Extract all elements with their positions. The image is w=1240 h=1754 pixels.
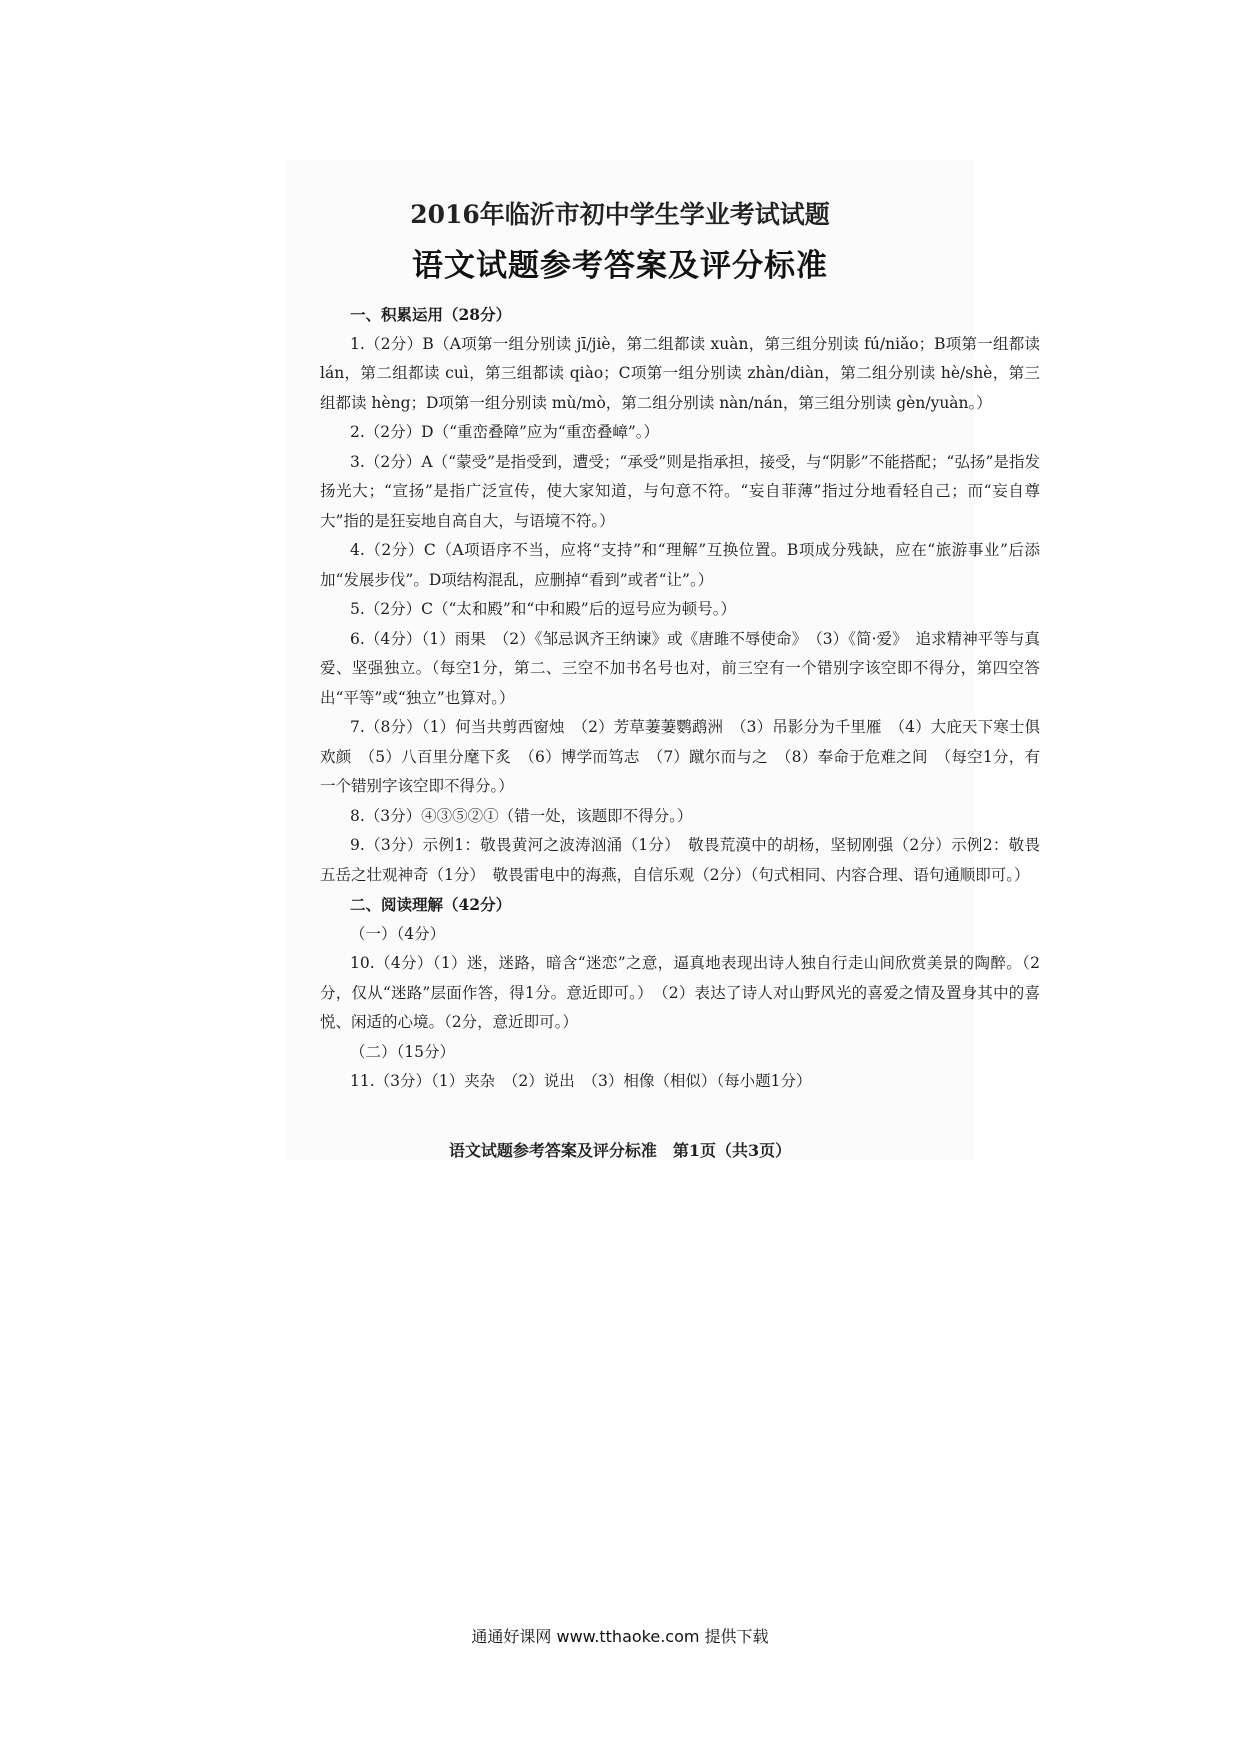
answer-item: 6.（4分）（1）雨果 （2）《邹忌讽齐王纳谏》或《唐雎不辱使命》 （3）《简·爱》 追求精神平等与真爱、坚强独立。（每空1分，第二、三空不加书名号也对，前三空有一个错别字该空即不得分，第四空答出“平等”或“独立”也算对。）: [320, 629, 1040, 707]
answer-item: 2.（2分）D（“重峦叠障”应为“重峦叠嶂”。）: [350, 423, 660, 441]
subsection-heading: （一）（4分）: [350, 924, 446, 943]
subsection-heading: （二）（15分）: [350, 1042, 455, 1061]
answer-item: 8.（3分）④③⑤②①（错一处，该题即不得分。）: [350, 806, 693, 825]
answer-item: 7.（8分）（1）何当共剪西窗烛 （2）芳草萋萋鹦鹉洲 （3）吊影分为千里雁 （4）大庇天下寒士俱欢颜 （5）八百里分麾下炙 （6）博学而笃志 （7）蹴尔而与之 （8）奉命于危难之间 （每空1分，有一个错别字该空即不得分。）: [320, 718, 1040, 795]
section-heading: 一、积累运用（28分）: [350, 305, 512, 324]
answer-item: 3.（2分）A（“蒙受”是指受到，遭受；“承受”则是指承担，接受，与“阴影”不能搭配；“弘扬”是指发扬光大；“宣扬”是指广泛宣传，使大家知道，与句意不符。“妄自菲薄”指过分地看轻自己；而“妄自尊大”指的是狂妄地自高自大，与语境不符。）: [320, 452, 1040, 530]
answer-item: 4.（2分）C（A项语序不当，应将“支持”和“理解”互换位置。B项成分残缺，应在“旅游事业”后添加“发展步伐”。D项结构混乱，应删掉“看到”或者“让”。）: [320, 541, 1040, 589]
answer-item: 5.（2分）C（“太和殿”和“中和殿”后的逗号应为顿号。）: [350, 600, 736, 618]
answer-item: 10.（4分）（1）迷，迷路，暗含“迷恋”之意，逼真地表现出诗人独自行走山间欣赏美景的陶醉。（2分，仅从“迷路”层面作答，得1分。意近即可。） （2）表达了诗人对山野风光的喜爱之情及置身其中的喜悦、闲适的心境。（2分，意近即可。）: [320, 954, 1040, 1031]
answer-key-title: 语文试题参考答案及评分标准: [412, 248, 828, 284]
answer-item: 9.（3分）示例1：敬畏黄河之波涛汹涌（1分） 敬畏荒漠中的胡杨，坚韧刚强（2分）示例2：敬畏五岳之壮观神奇（1分） 敬畏雷电中的海燕，自信乐观（2分）（句式相同、内容合理、语句通顺即可。）: [320, 836, 1040, 884]
answer-body: [320, 300, 1040, 1097]
section-heading: 二、阅读理解（42分）: [350, 895, 512, 914]
download-note: 通通好课网 www.tthaoke.com 提供下载: [471, 1627, 769, 1646]
answer-item: 11.（3分）（1）夹杂 （2）说出 （3）相像（相似）（每小题1分）: [350, 1072, 812, 1090]
page-footer: 语文试题参考答案及评分标准 第1页（共3页）: [448, 1141, 792, 1160]
answer-item: 1.（2分）B（A项第一组分别读 jī/jiè，第二组都读 xuàn，第三组分别读 fú/niǎo；B项第一组都读 lán，第二组都读 cuì，第三组都读 qiào；C项第一组分别读 zhàn/diàn，第二组分别读 hè/shè，第三组都读 hèng；D项第一组分别读 mù/mò，第二组分别读 nàn/nán，第三组分别读 gèn/yuàn。）: [320, 334, 1040, 412]
exam-title: 2016年临沂市初中学生学业考试试题: [410, 200, 830, 229]
